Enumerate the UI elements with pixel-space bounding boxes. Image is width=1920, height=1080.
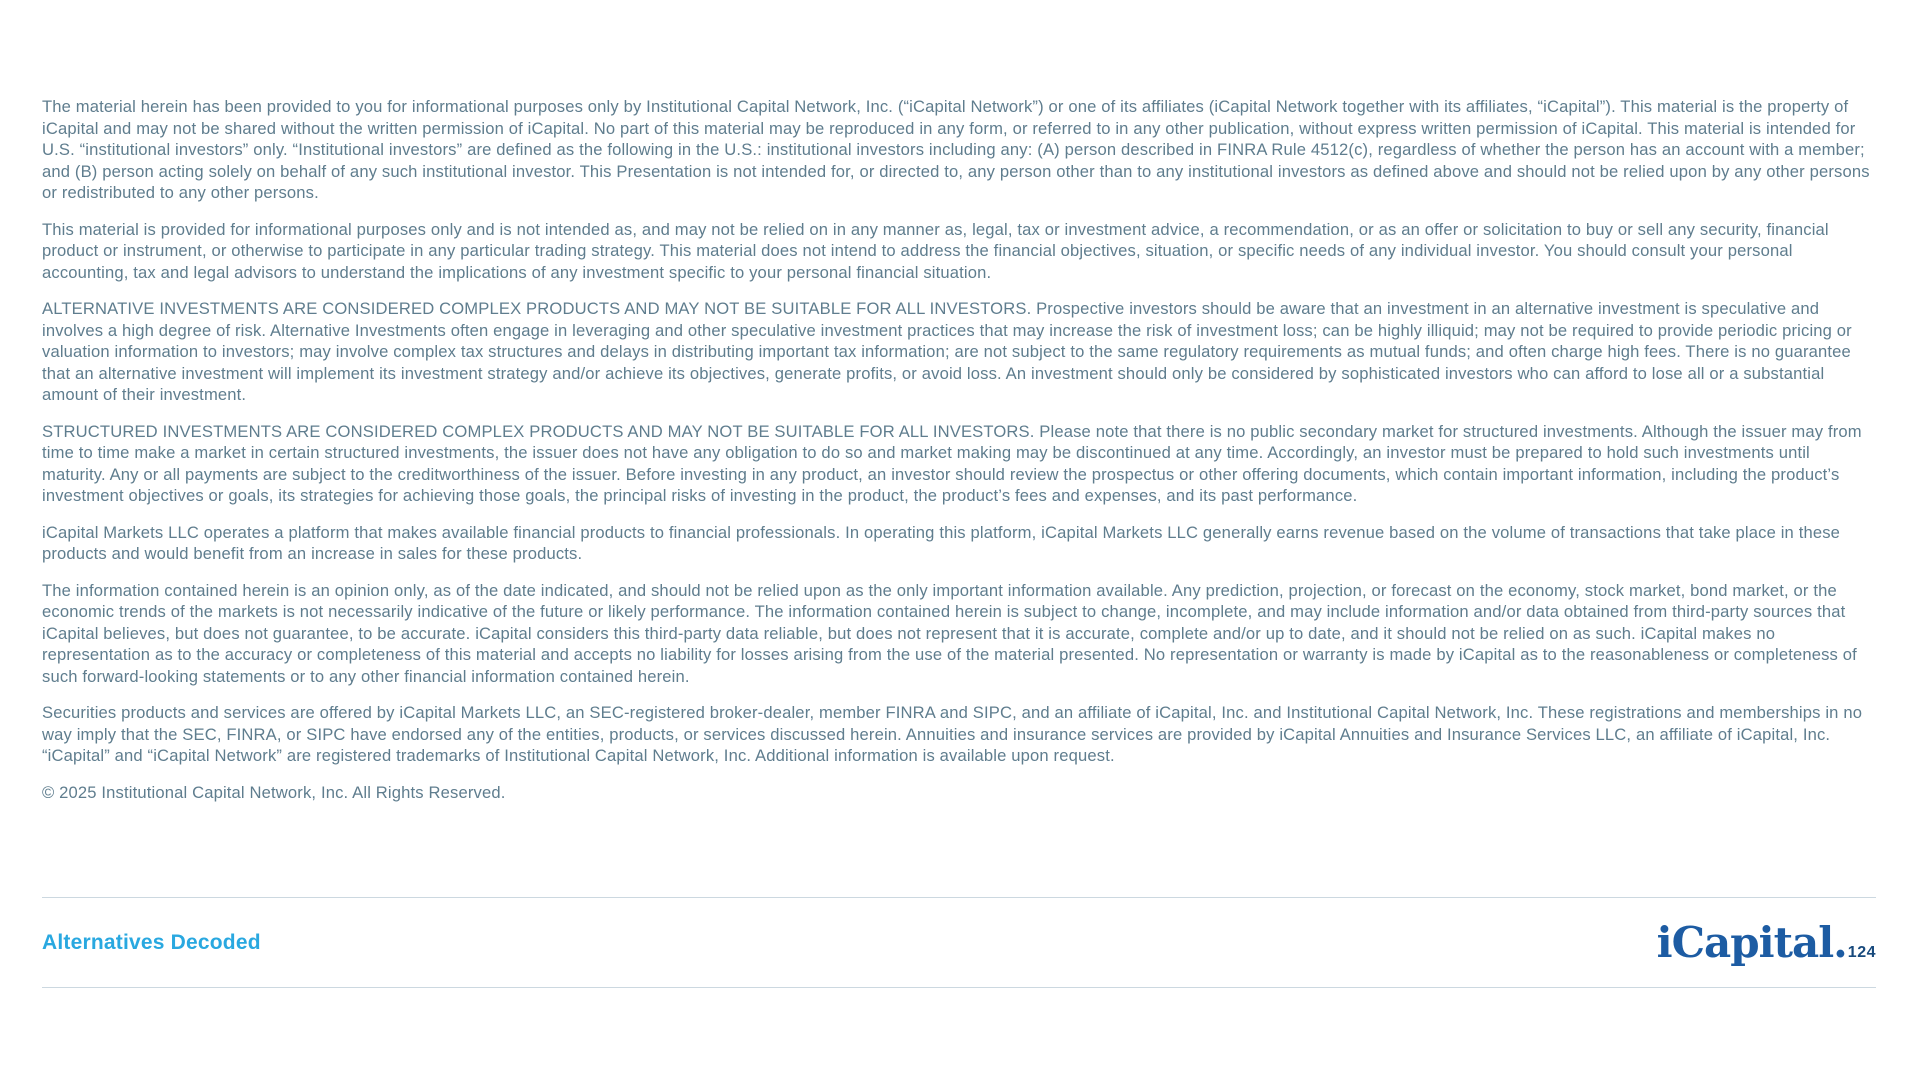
disclaimer-paragraph-alternative-investments: ALTERNATIVE INVESTMENTS ARE CONSIDERED COMPLEX PRODUCTS AND MAY NOT BE SUITABLE FOR ALL INVESTORS. Prospective investors should be aware that an investment in an alternative investment is speculative and involves a high degree of risk. Alternative Investments often engage in leveraging and other speculative investment practices that may increase the risk of investment loss; can be highly illiquid; may not be required to provide periodic pricing or valuation information to investors; may involve complex tax structures and delays in distributing important tax information; are not subject to the same regulatory requirements as mutual funds; and often charge high fees. There is no guarantee that an alternative investment will implement its investment strategy and/or achieve its objectives, generate profits, or avoid loss. An investment should only be considered by sophisticated investors who can afford to lose all or a substantial amount of their investment. [42,299,1852,404]
copyright-notice: © 2025 Institutional Capital Network, Inc. All Rights Reserved. [42,782,506,802]
footer-title-alternatives-decoded: Alternatives Decoded [42,930,261,954]
disclaimer-text-block [42,96,1876,818]
disclaimer-paragraph-information-opinion: The information contained herein is an opinion only, as of the date indicated, and should not be relied upon as the only important information available. Any prediction, projection, or forecast on the economy, stock market, bond market, or the economic trends of the markets is not necessarily indicative of the future or likely performance. The information contained herein is subject to change, incomplete, and may include information and/or data obtained from third-party sources that iCapital believes, but does not guarantee, to be accurate. iCapital considers this third-party data reliable, but does not represent that it is accurate, complete and/or up to date, and it should not be relied on as such. iCapital makes no representation as to the accuracy or completeness of this material and accepts no liability for losses arising from the use of the material presented. No representation or warranty is made by iCapital as to the reasonableness or completeness of such forward-looking statements or to any other financial information contained herein. [42,580,1857,686]
disclaimer-paragraph-informational-purposes: This material is provided for informational purposes only and is not intended as, and may not be relied on in any manner as, legal, tax or investment advice, a recommendation, or as an offer or solicitation to buy or sell any security, financial product or instrument, or otherwise to participate in any particular trading strategy. This material does not intend to address the financial objectives, situation, or specific needs of any individual investor. You should consult your personal accounting, tax and legal advisors to understand the implications of any investment specific to your personal financial situation. [42,219,1829,282]
icapital-logo-wordmark: iCapital. [1656,917,1847,967]
disclaimer-paragraph-securities-products: Securities products and services are offered by iCapital Markets LLC, an SEC-registered broker-dealer, member FINRA and SIPC, and an affiliate of iCapital, Inc. and Institutional Capital Network, Inc. These registrations and memberships in no way imply that the SEC, FINRA, or SIPC have endorsed any of the entities, products, or services discussed herein. Annuities and insurance services are provided by iCapital Annuities and Insurance Services LLC, an affiliate of iCapital, Inc. “iCapital” and “iCapital Network” are registered trademarks of Institutional Capital Network, Inc. Additional information is available upon request. [42,703,1863,765]
icapital-logo [1656,917,1876,967]
disclaimer-paragraph-material-provided: The material herein has been provided to you for informational purposes only by Institutional Capital Network, Inc. (“iCapital Network”) or one of its affiliates (iCapital Network together with its affiliates, “iCapital”). This material is the property of iCapital and may not be shared without the written permission of iCapital. No part of this material may be reproduced in any form, or referred to in any other publication, without express written permission of iCapital. This material is intended for U.S. “institutional investors” only. “Institutional investors” are defined as the following in the U.S.: institutional investors including any: (A) person described in FINRA Rule 4512(c), regardless of whether the person has an account with a member; and (B) person acting solely on behalf of any such institutional investor. This Presentation is not intended for, or directed to, any person other than to any institutional investors as defined above and should not be relied upon by any other persons or redistributed to any other persons. [42,97,1870,202]
disclaimer-paragraph-icapital-markets: iCapital Markets LLC operates a platform that makes available financial products to financial professionals. In operating this platform, iCapital Markets LLC generally earns revenue based on the volume of transactions that take place in these products and would benefit from an increase in sales for these products. [42,522,1841,563]
disclaimer-paragraph-structured-investments: STRUCTURED INVESTMENTS ARE CONSIDERED COMPLEX PRODUCTS AND MAY NOT BE SUITABLE FOR ALL INVESTORS. Please note that there is no public secondary market for structured investments. Although the issuer may from time to time make a market in certain structured investments, the issuer does not have any obligation to do so and market making may be discontinued at any time. Accordingly, an investor must be prepared to hold such investments until maturity. Any or all payments are subject to the creditworthiness of the issuer. Before investing in any product, an investor should review the prospectus or other offering documents, which contain important information, including the product’s investment objectives or goals, its strategies for achieving those goals, the principal risks of investing in the product, the product’s fees and expenses, and its past performance. [42,421,1862,505]
page-number: 124 [1847,943,1876,961]
slide-footer [42,897,1876,988]
